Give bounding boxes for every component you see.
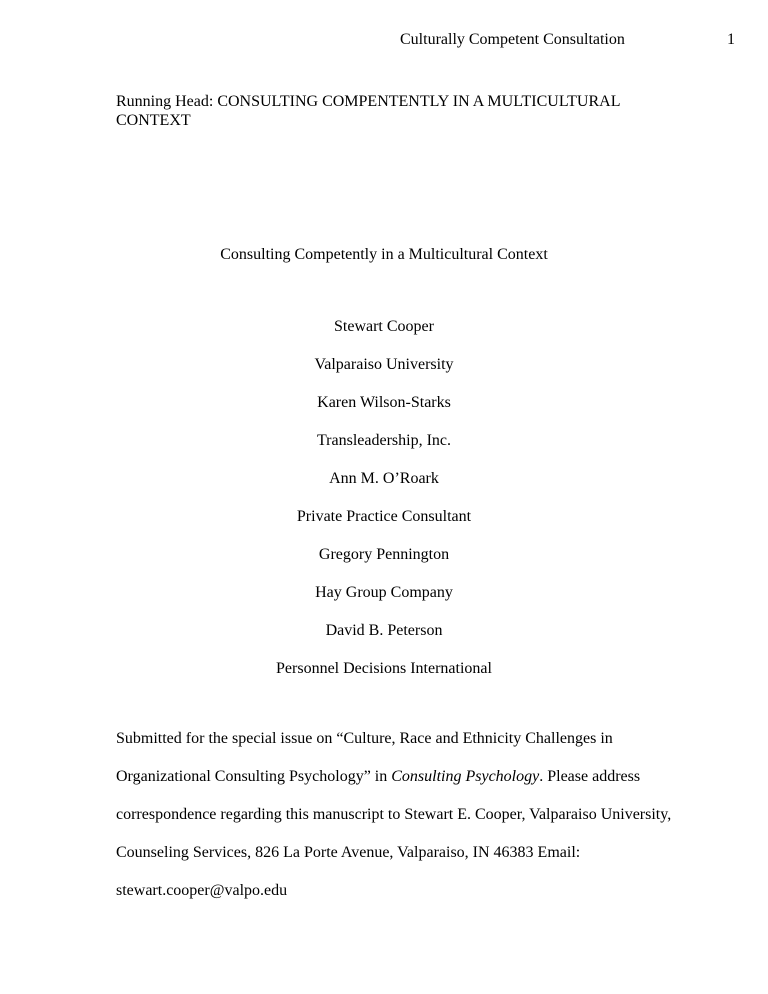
running-head-line-1: Running Head: CONSULTING COMPENTENTLY IN A MULTICULTURAL [116,93,621,110]
author-note-line-3: correspondence regarding this manuscript to Stewart E. Cooper, Valparaiso University, [116,806,672,823]
paper-title: Consulting Competently in a Multicultural Context [220,246,548,263]
author-name: Stewart Cooper [334,318,434,335]
author-name: David B. Peterson [325,622,443,639]
author-note-line-2 [116,758,676,796]
author-note-line-2-prefix: Organizational Consulting Psychology” in [116,768,392,785]
contact-email: stewart.cooper@valpo.edu [116,882,288,899]
author-note-line-2-suffix: . Please address [539,768,641,785]
author-affiliation: Private Practice Consultant [296,508,472,525]
author-note-line-1: Submitted for the special issue on “Culture, Race and Ethnicity Challenges in [116,730,613,747]
journal-name: Consulting Psychology [391,768,540,785]
running-head-line-2: CONTEXT [116,112,191,129]
author-affiliation: Hay Group Company [315,584,453,601]
author-block [0,317,768,697]
author-note [116,720,676,910]
running-head [116,92,636,130]
author-note-line-4: Counseling Services, 826 La Porte Avenue, Valparaiso, IN 46383 Email: [116,844,581,861]
author-affiliation: Valparaiso University [314,356,454,373]
author-affiliation: Transleadership, Inc. [316,432,452,449]
author-affiliation: Personnel Decisions International [276,660,492,677]
author-name: Karen Wilson-Starks [317,394,451,411]
page-number: 1 [727,31,735,48]
author-name: Gregory Pennington [318,546,450,563]
author-name: Ann M. O’Roark [329,470,439,487]
page-header-short-title: Culturally Competent Consultation [400,31,625,48]
